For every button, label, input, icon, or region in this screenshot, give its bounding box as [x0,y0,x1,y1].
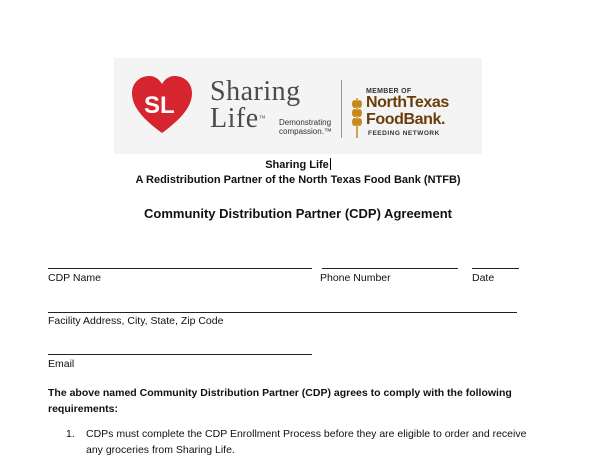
logo-divider [341,80,342,138]
cdp-name-line[interactable] [48,268,312,269]
logo-banner [114,58,482,154]
date-line[interactable] [472,268,519,269]
org-heading-text: Sharing Life [265,159,329,171]
member-of-label: MEMBER OF [366,88,412,95]
email-line[interactable] [48,354,312,355]
feeding-network-label: FEEDING NETWORK [368,130,440,137]
ntfb-logo-line2: FoodBank. [366,111,446,128]
phone-number-label: Phone Number [320,272,391,284]
facility-address-label: Facility Address, City, State, Zip Code [48,315,224,327]
phone-number-line[interactable] [322,268,458,269]
list-item-text: CDPs must complete the CDP Enrollment Process before they are eligible to order and receive any groceries from Sharing Life. [86,428,527,456]
cdp-name-label: CDP Name [48,272,101,284]
org-logo-line2: Life [210,103,259,134]
heart-icon [130,73,194,137]
text-cursor [330,158,331,170]
monogram-text: SL [144,92,175,119]
logo-tagline: Demonstrating compassion.™ [279,118,332,136]
list-item-number: 1. [66,428,75,440]
date-label: Date [472,272,495,284]
partner-subheading: A Redistribution Partner of the North Texas Food Bank (NTFB) [135,174,461,186]
agreement-title: Community Distribution Partner (CDP) Agreement [144,206,452,221]
org-logo-line1: Sharing [210,76,301,107]
trademark-symbol: ™ [258,114,267,122]
requirements-intro: The above named Community Distribution Partner (CDP) agrees to comply with the following requirements: [48,387,512,415]
facility-address-line[interactable] [48,312,517,313]
wheat-icon [351,94,363,138]
email-label: Email [48,358,75,370]
ntfb-logo-line1: NorthTexas [366,94,449,111]
org-heading[interactable] [0,158,596,171]
